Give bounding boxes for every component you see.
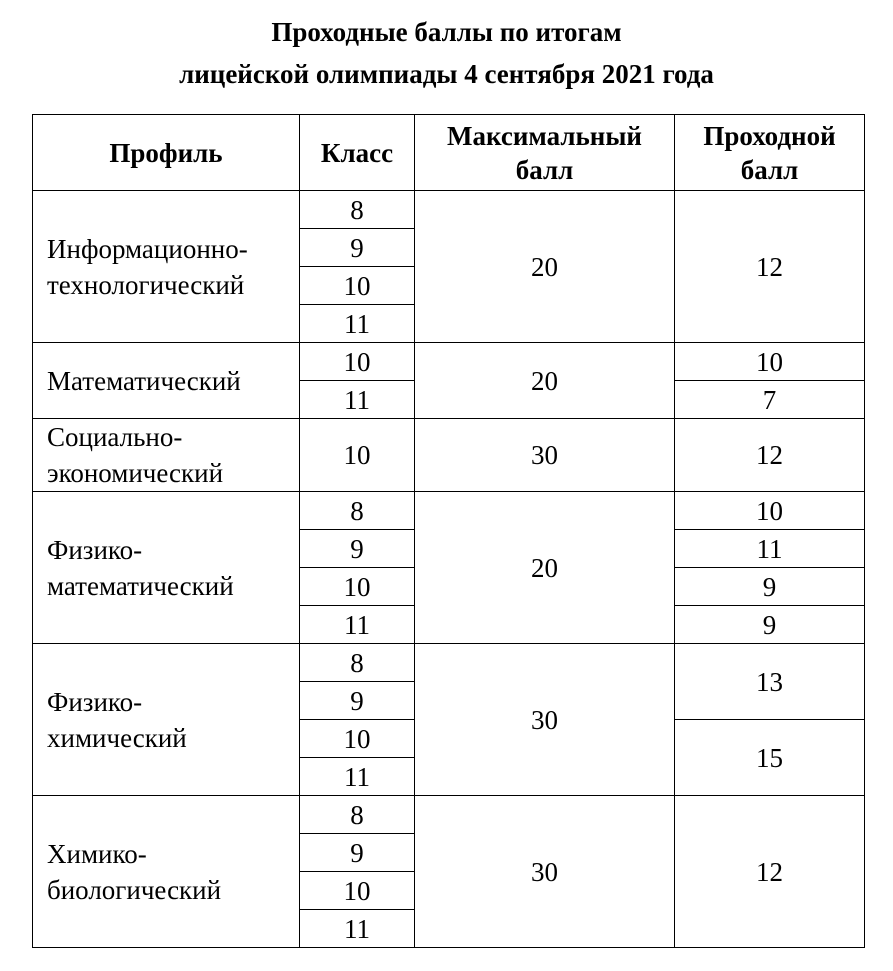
class-cell: 10: [300, 343, 415, 381]
profile-name-line: Математический: [47, 365, 241, 396]
page-title-line-1: Проходные баллы по итогам: [271, 17, 622, 47]
pass-score-cell: 11: [675, 530, 865, 568]
pass-score-cell: 15: [675, 720, 865, 796]
profile-cell: [33, 644, 300, 796]
profile-name-line: Химико-: [47, 838, 147, 869]
class-cell: 8: [300, 492, 415, 530]
pass-score-cell: 7: [675, 381, 865, 419]
profile-name-line: технологический: [47, 269, 245, 300]
class-cell: 11: [300, 381, 415, 419]
header-max-score: Максимальный балл: [415, 115, 675, 191]
class-cell: 9: [300, 682, 415, 720]
class-cell: 11: [300, 910, 415, 948]
passing-scores-table: [32, 114, 865, 948]
profile-cell: [33, 419, 300, 492]
class-cell: 11: [300, 606, 415, 644]
max-score-cell: 30: [415, 796, 675, 948]
profile-name-line: Социально-: [47, 422, 183, 452]
pass-score-cell: 10: [675, 343, 865, 381]
class-cell: 8: [300, 191, 415, 229]
class-cell: 10: [300, 419, 415, 492]
class-cell: 9: [300, 530, 415, 568]
page-title-line-2: лицейской олимпиады 4 сентября 2021 года: [179, 59, 714, 89]
max-score-cell: 30: [415, 419, 675, 492]
profile-name-line: химический: [47, 722, 187, 753]
table-row: [33, 419, 865, 492]
table-row: [33, 492, 865, 530]
profile-cell: [33, 343, 300, 419]
class-cell: 9: [300, 834, 415, 872]
pass-score-cell: 12: [675, 419, 865, 492]
header-profile: Профиль: [33, 115, 300, 191]
profile-cell: [33, 492, 300, 644]
profile-name-line: экономический: [47, 458, 224, 488]
table-row: [33, 644, 865, 682]
table-row: [33, 796, 865, 834]
profile-name-line: Информационно-: [47, 233, 248, 264]
profile-name-line: Физико-: [47, 534, 143, 565]
pass-score-cell: 9: [675, 606, 865, 644]
max-score-cell: 20: [415, 343, 675, 419]
class-cell: 10: [300, 872, 415, 910]
class-cell: 10: [300, 720, 415, 758]
pass-score-cell: 12: [675, 191, 865, 343]
pass-score-cell: 12: [675, 796, 865, 948]
class-cell: 11: [300, 758, 415, 796]
pass-score-cell: 13: [675, 644, 865, 720]
class-cell: 9: [300, 229, 415, 267]
max-score-cell: 20: [415, 492, 675, 644]
class-cell: 8: [300, 796, 415, 834]
profile-name-line: Физико-: [47, 686, 143, 717]
profile-name-line: математический: [47, 570, 234, 601]
class-cell: 8: [300, 644, 415, 682]
profile-cell: [33, 191, 300, 343]
profile-name-line: биологический: [47, 874, 222, 905]
class-cell: 10: [300, 267, 415, 305]
class-cell: 11: [300, 305, 415, 343]
header-pass-score: Проходной балл: [675, 115, 865, 191]
max-score-cell: 30: [415, 644, 675, 796]
pass-score-cell: 10: [675, 492, 865, 530]
table-body: [33, 191, 865, 948]
header-class: Класс: [300, 115, 415, 191]
table-row: [33, 191, 865, 229]
table-row: [33, 343, 865, 381]
pass-score-cell: 9: [675, 568, 865, 606]
max-score-cell: 20: [415, 191, 675, 343]
table-header-row: [33, 115, 865, 191]
profile-cell: [33, 796, 300, 948]
class-cell: 10: [300, 568, 415, 606]
